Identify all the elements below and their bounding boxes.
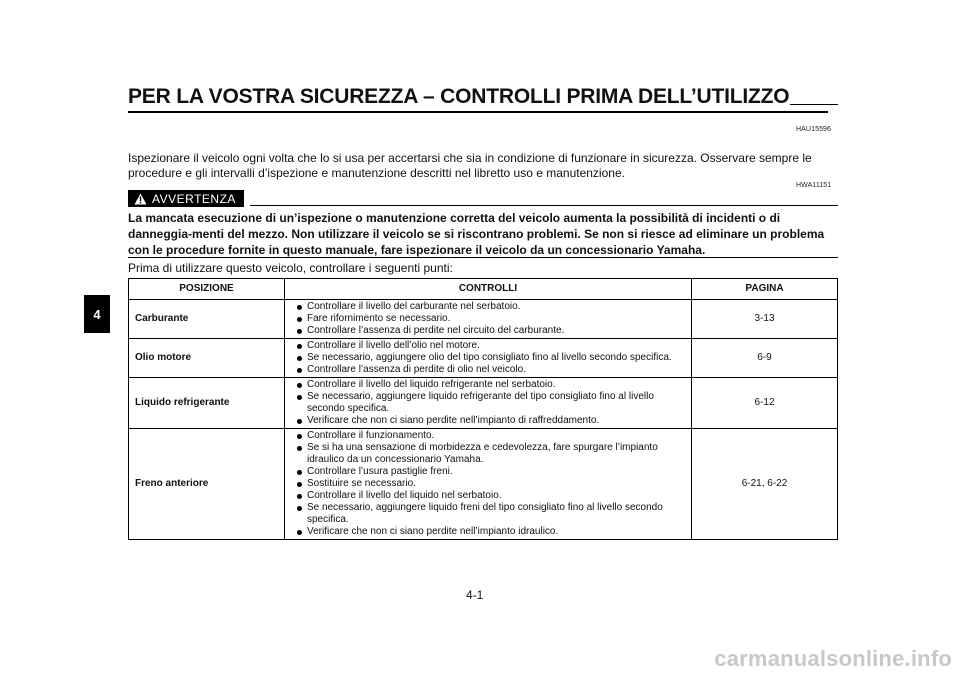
row-page: 3-13 [692, 300, 838, 339]
row-position: Liquido refrigerante [129, 378, 285, 429]
row-checks [285, 378, 692, 429]
check-item: Controllare il livello del carburante nel serbatoio. [295, 301, 687, 313]
row-page: 6-9 [692, 339, 838, 378]
check-item: Controllare l’usura pastiglie freni. [295, 466, 687, 478]
check-item: Sostituire se necessario. [295, 478, 687, 490]
warning-rule [250, 205, 838, 206]
row-position: Carburante [129, 300, 285, 339]
table-row [129, 378, 838, 429]
table-row [129, 300, 838, 339]
warning-triangle-icon [134, 193, 147, 205]
row-page: 6-21, 6-22 [692, 429, 838, 540]
header-checks: CONTROLLI [285, 279, 692, 300]
checks-table [128, 278, 838, 540]
title-underline [128, 111, 828, 113]
intro-paragraph: Ispezionare il veicolo ogni volta che lo si usa per accertarsi che sia in condizione di funzionare in sicurezza. Osservare sempre le procedure e gli intervalli d’ispezione e manutenzione descritti nel libretto uso e manutenzione. [128, 151, 812, 180]
row-checks [285, 429, 692, 540]
chapter-tab: 4 [84, 295, 110, 333]
watermark: carmanualsonline.info [714, 646, 952, 671]
check-item: Verificare che non ci siano perdite nell’impianto idraulico. [295, 526, 687, 538]
warning-label: AVVERTENZA [152, 191, 236, 206]
check-item: Controllare il funzionamento. [295, 430, 687, 442]
lead-sentence: Prima di utilizzare questo veicolo, controllare i seguenti punti: [128, 261, 453, 275]
section-code: HAU15596 [796, 126, 832, 133]
check-item: Controllare l’assenza di perdite di olio nel veicolo. [295, 364, 687, 376]
check-item: Controllare l’assenza di perdite nel circuito del carburante. [295, 325, 687, 337]
warning-text: La mancata esecuzione di un’ispezione o manutenzione corretta del veicolo aumenta la possibilità di incidenti o di danneggia-menti del mezzo. Non utilizzare il veicolo se si riscontrano problemi. Se non si riesce ad eliminare un problema con le procedure fornite in questo manuale, fare ispezionare il veicolo da un concessionario Yamaha. [128, 211, 825, 257]
title-accent-line [790, 104, 838, 105]
row-checks [285, 300, 692, 339]
check-item: Se necessario, aggiungere liquido freni del tipo consigliato fino al livello secondo specifica. [295, 502, 687, 526]
table-row [129, 429, 838, 540]
check-item: Controllare il livello del liquido nel serbatoio. [295, 490, 687, 502]
warning-banner [128, 190, 244, 207]
check-item: Controllare il livello dell’olio nel motore. [295, 340, 687, 352]
warning-end-rule [128, 257, 838, 258]
page-title: PER LA VOSTRA SICUREZZA – CONTROLLI PRIMA DELL’UTILIZZO [128, 85, 790, 108]
row-position: Olio motore [129, 339, 285, 378]
check-item: Fare rifornimento se necessario. [295, 313, 687, 325]
header-position: POSIZIONE [129, 279, 285, 300]
check-item: Controllare il livello del liquido refrigerante nel serbatoio. [295, 379, 687, 391]
check-item: Se necessario, aggiungere liquido refrigerante del tipo consigliato fino al livello secondo specifica. [295, 391, 687, 415]
page-number: 4-1 [466, 588, 484, 602]
row-page: 6-12 [692, 378, 838, 429]
header-page: PAGINA [692, 279, 838, 300]
table-row [129, 339, 838, 378]
table-header-row [129, 279, 838, 300]
check-item: Se necessario, aggiungere olio del tipo consigliato fino al livello secondo specifica. [295, 352, 687, 364]
row-position: Freno anteriore [129, 429, 285, 540]
warning-code: HWA11151 [796, 182, 832, 189]
row-checks [285, 339, 692, 378]
check-item: Verificare che non ci siano perdite nell’impianto di raffreddamento. [295, 415, 687, 427]
check-item: Se si ha una sensazione di morbidezza e cedevolezza, fare spurgare l’impianto idraulico da un concessionario Yamaha. [295, 442, 687, 466]
